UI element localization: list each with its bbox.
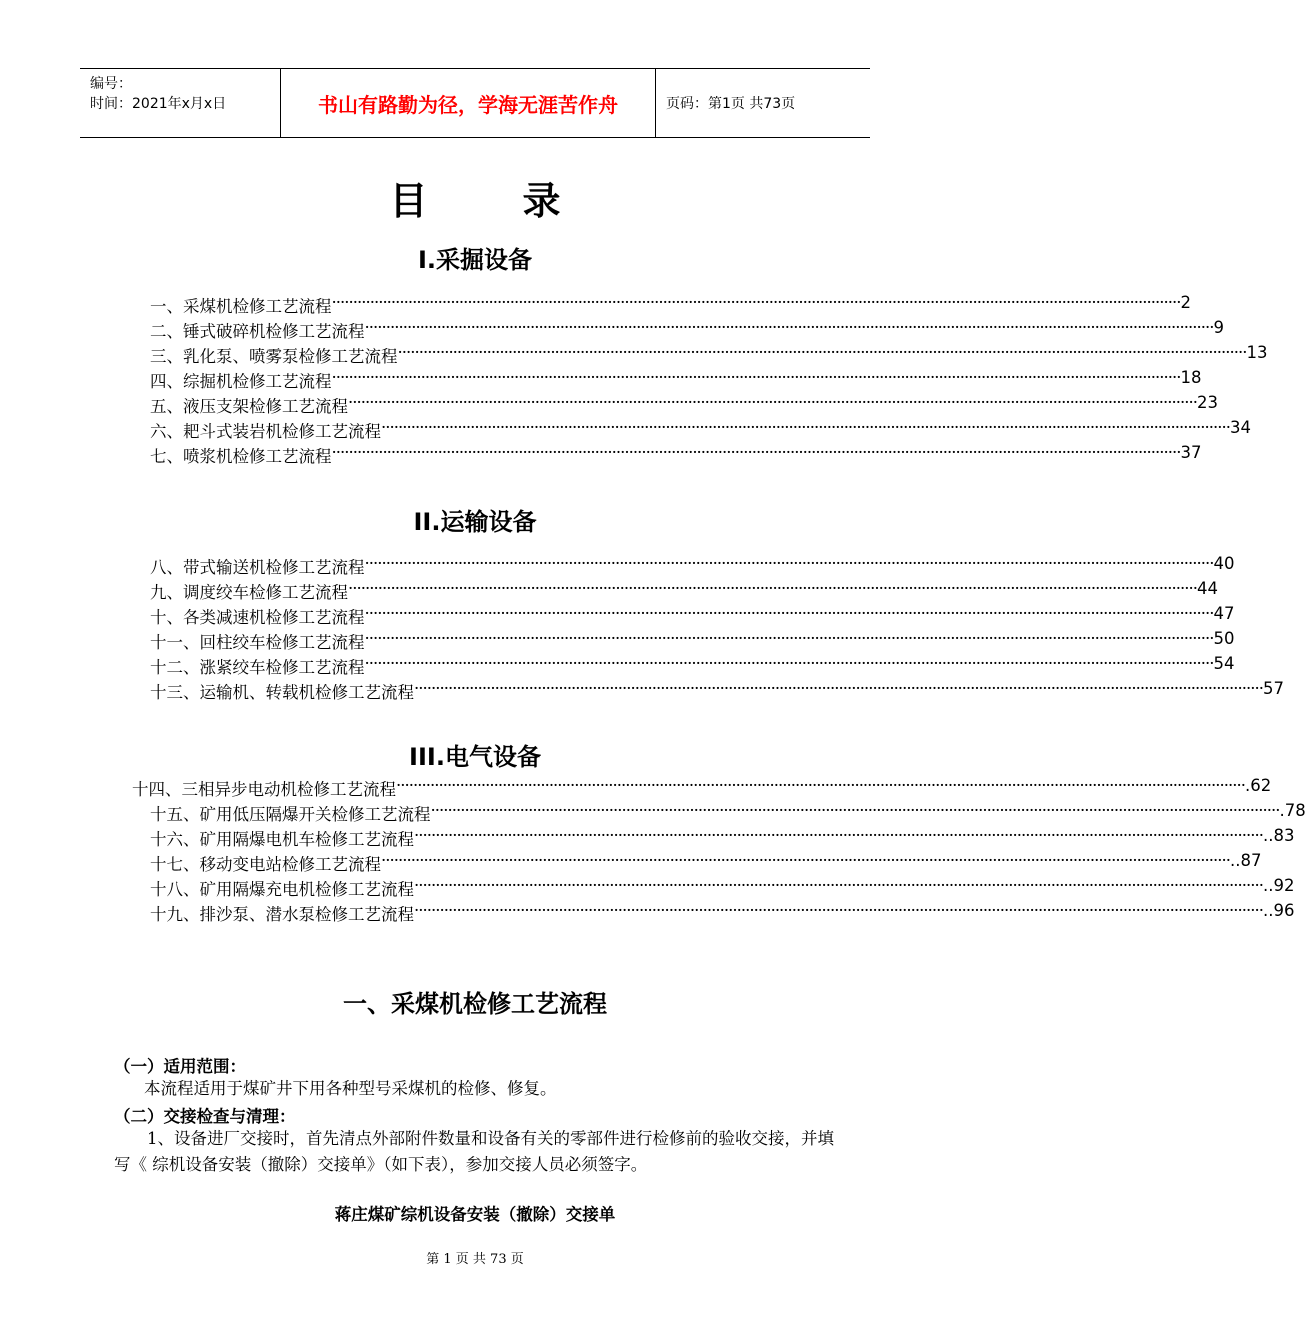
- toc-entry-label: 十八、矿用隔爆充电机检修工艺流程: [150, 880, 414, 899]
- toc-entry[interactable]: [150, 629, 1235, 652]
- toc-entry[interactable]: [150, 368, 1202, 391]
- toc-entry-label: 九、调度绞车检修工艺流程: [150, 583, 348, 602]
- header-info-cell: [80, 69, 281, 137]
- toc-leader-dots: ········································································································································································································: [331, 368, 1181, 387]
- section-heading-3: III.电气设备: [409, 743, 541, 771]
- toc-leader-dots: ········································································································································································································: [348, 579, 1197, 598]
- subsection-heading-1: （一）适用范围：: [114, 1057, 246, 1076]
- toc-entry-page: 37: [1180, 443, 1202, 462]
- toc-entry[interactable]: [150, 418, 1251, 441]
- toc-title: 目录: [389, 179, 656, 223]
- toc-entry-label: 十五、矿用低压隔爆开关检修工艺流程: [150, 805, 431, 824]
- toc-entry-label: 十三、运输机、转载机检修工艺流程: [150, 683, 414, 702]
- toc-entry-page: ..92: [1262, 876, 1295, 895]
- toc-entry-page: 18: [1180, 368, 1202, 387]
- toc-leader-dots: ········································································································································································································: [348, 393, 1197, 412]
- toc-entry[interactable]: [150, 801, 1306, 824]
- toc-entry-page: 13: [1246, 343, 1268, 362]
- toc-entry[interactable]: [150, 876, 1295, 899]
- toc-entry-page: 47: [1213, 604, 1235, 623]
- toc-entry-label: 十一、回柱绞车检修工艺流程: [150, 633, 365, 652]
- toc-entry-label: 一、采煤机检修工艺流程: [150, 297, 332, 316]
- toc-entry[interactable]: [132, 776, 1272, 799]
- toc-leader-dots: ········································································································································································································: [414, 876, 1263, 895]
- toc-entry-label: 十、各类减速机检修工艺流程: [150, 608, 365, 627]
- toc-entry-label: 六、耙斗式装岩机检修工艺流程: [150, 422, 381, 441]
- toc-entry[interactable]: [150, 318, 1224, 341]
- toc-entry[interactable]: [150, 343, 1268, 366]
- chapter-title: 一、采煤机检修工艺流程: [343, 990, 607, 1018]
- toc-entry-page: 34: [1229, 418, 1251, 437]
- motto: 书山有路勤为径，学海无涯苦作舟: [281, 69, 656, 137]
- toc-entry-label: 二、锤式破碎机检修工艺流程: [150, 322, 365, 341]
- section-heading-1: I.采掘设备: [417, 246, 533, 274]
- toc-leader-dots: ········································································································································································································: [364, 554, 1214, 573]
- subsection-heading-2: （二）交接检查与清理：: [114, 1107, 296, 1126]
- toc-entry[interactable]: [150, 826, 1295, 849]
- section-heading-2: II.运输设备: [413, 508, 537, 536]
- toc-entry[interactable]: [150, 443, 1202, 466]
- toc-entry-page: 44: [1196, 579, 1218, 598]
- toc-entry-label: 十二、涨紧绞车检修工艺流程: [150, 658, 365, 677]
- toc-entry-page: ..87: [1229, 851, 1262, 870]
- toc-leader-dots: ········································································································································································································: [397, 343, 1247, 362]
- number-label: 编号：: [90, 76, 132, 92]
- toc-entry-page: 54: [1213, 654, 1235, 673]
- toc-entry-page: ..96: [1262, 901, 1295, 920]
- table-caption: 蒋庄煤矿综机设备安装（撤除）交接单: [334, 1205, 616, 1224]
- toc-entry[interactable]: [150, 579, 1218, 602]
- toc-entry-label: 十七、移动变电站检修工艺流程: [150, 855, 381, 874]
- toc-entry-label: 八、带式输送机检修工艺流程: [150, 558, 365, 577]
- toc-leader-dots: ········································································································································································································: [364, 318, 1214, 337]
- toc-leader-dots: ········································································································································································································: [364, 629, 1214, 648]
- toc-entry[interactable]: [150, 901, 1295, 924]
- toc-entry-page: .62: [1244, 776, 1272, 795]
- toc-leader-dots: ········································································································································································································: [381, 851, 1230, 870]
- page-header: [80, 68, 870, 138]
- toc-entry-page: ..83: [1262, 826, 1295, 845]
- toc-leader-dots: ········································································································································································································: [331, 293, 1181, 312]
- toc-entry[interactable]: [150, 851, 1262, 874]
- toc-entry[interactable]: [150, 654, 1235, 677]
- toc-leader-dots: ········································································································································································································: [430, 801, 1280, 820]
- toc-entry-page: 50: [1213, 629, 1235, 648]
- toc-entry-page: 2: [1180, 293, 1191, 312]
- toc-leader-dots: ········································································································································································································: [381, 418, 1230, 437]
- toc-entry-page: 57: [1262, 679, 1284, 698]
- toc-leader-dots: ········································································································································································································: [364, 654, 1214, 673]
- page-code: 页码：第1页 共73页: [666, 96, 796, 112]
- toc-entry[interactable]: [150, 679, 1284, 702]
- toc-leader-dots: ········································································································································································································: [414, 901, 1263, 920]
- toc-leader-dots: ········································································································································································································: [414, 826, 1263, 845]
- toc-entry-label: 五、液压支架检修工艺流程: [150, 397, 348, 416]
- toc-entry[interactable]: [150, 393, 1218, 416]
- toc-entry-label: 十四、三相异步电动机检修工艺流程: [132, 780, 396, 799]
- toc-entry-page: .78: [1279, 801, 1306, 820]
- toc-leader-dots: ········································································································································································································: [414, 679, 1263, 698]
- toc-leader-dots: ········································································································································································································: [396, 776, 1245, 795]
- toc-entry-label: 十九、排沙泵、潜水泵检修工艺流程: [150, 905, 414, 924]
- toc-entry[interactable]: [150, 293, 1191, 316]
- toc-entry-label: 四、综掘机检修工艺流程: [150, 372, 332, 391]
- toc-leader-dots: ········································································································································································································: [364, 604, 1214, 623]
- toc-entry-label: 七、喷浆机检修工艺流程: [150, 447, 332, 466]
- toc-entry-page: 23: [1196, 393, 1218, 412]
- subsection-text-1: 本流程适用于煤矿井下用各种型号采煤机的检修、修复。: [144, 1079, 557, 1098]
- subsection-text-2: 1、设备进厂交接时，首先清点外部附件数量和设备有关的零部件进行检修前的验收交接，并填写《 综机设备安装（撤除）交接单》（如下表），参加交接人员必须签字。: [114, 1129, 834, 1174]
- toc-entry-label: 十六、矿用隔爆电机车检修工艺流程: [150, 830, 414, 849]
- toc-entry-label: 三、乳化泵、喷雾泵检修工艺流程: [150, 347, 398, 366]
- toc-entry-page: 40: [1213, 554, 1235, 573]
- page-footer: 第 1 页 共 73 页: [426, 1252, 524, 1267]
- toc-entry-page: 9: [1213, 318, 1224, 337]
- time-label: 时间：2021年x月x日: [90, 96, 227, 112]
- toc-entry[interactable]: [150, 604, 1235, 627]
- toc-entry[interactable]: [150, 554, 1235, 577]
- toc-leader-dots: ········································································································································································································: [331, 443, 1181, 462]
